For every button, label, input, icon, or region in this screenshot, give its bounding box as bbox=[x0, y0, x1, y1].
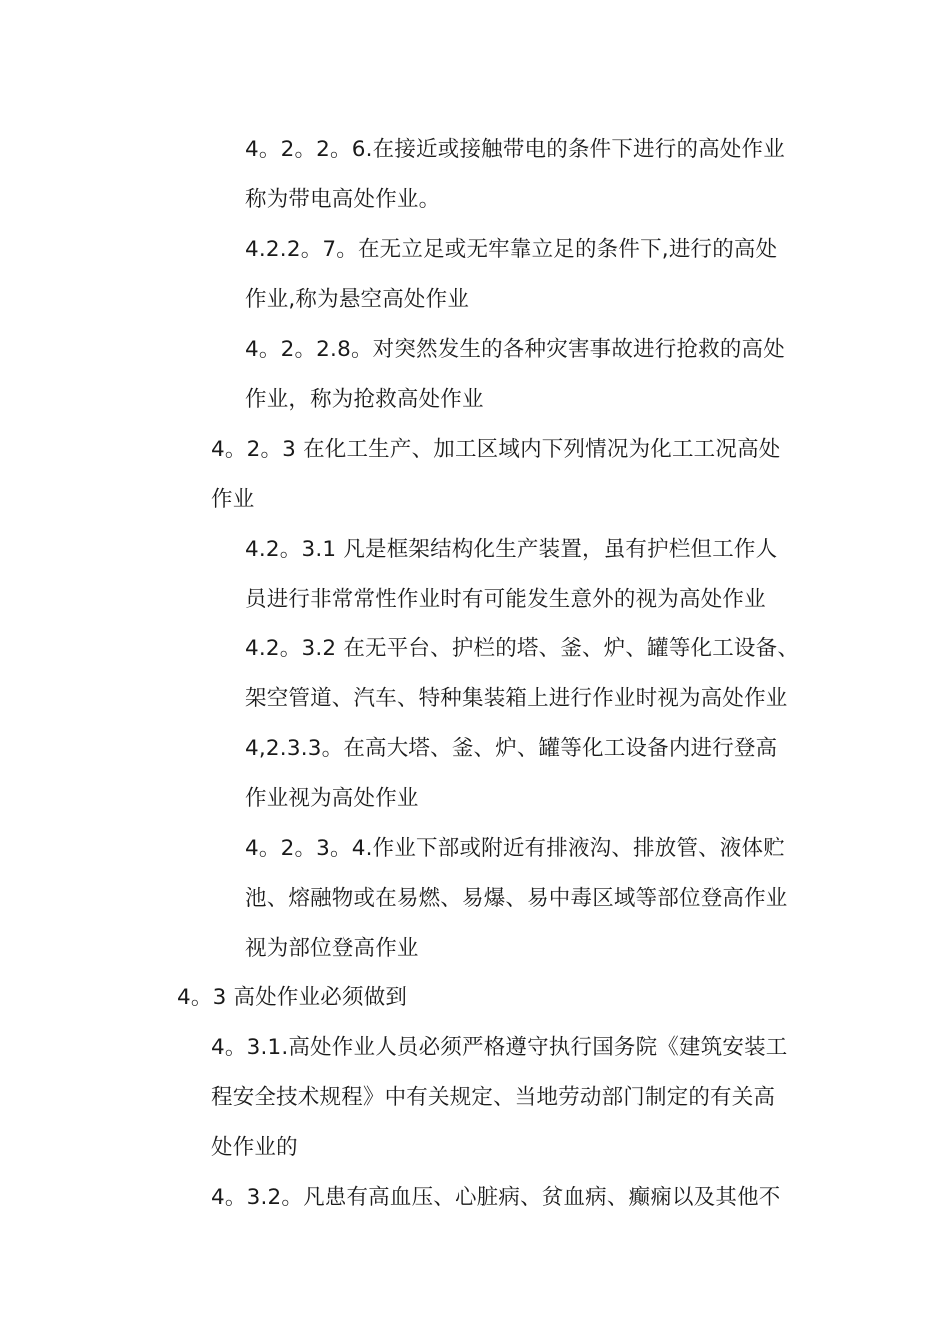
text-line: 作业，称为抢救高处作业 bbox=[245, 387, 484, 412]
text-line: 4。3.2。凡患有高血压、心脏病、贫血病、癫痫以及其他不 bbox=[211, 1185, 781, 1210]
text-line: 4,2.3.3。在高大塔、釜、炉、罐等化工设备内进行登高 bbox=[245, 736, 778, 761]
text-line: 架空管道、汽车、特种集装箱上进行作业时视为高处作业 bbox=[245, 686, 788, 711]
text-line: 4。3.1.高处作业人员必须严格遵守执行国务院《建筑安装工 bbox=[211, 1035, 788, 1060]
text-line: 作业 bbox=[211, 487, 255, 512]
text-line: 4.2.2。7。在无立足或无牢靠立足的条件下,进行的高处 bbox=[245, 237, 778, 262]
section-heading: 4。3 高处作业必须做到 bbox=[177, 985, 408, 1010]
text-line: 4。2。3 在化工生产、加工区域内下列情况为化工工况高处 bbox=[211, 437, 781, 462]
text-line: 4.2。3.1 凡是框架结构化生产装置，虽有护栏但工作人 bbox=[245, 537, 778, 562]
text-line: 4。2。3。4.作业下部或附近有排液沟、排放管、液体贮 bbox=[245, 836, 785, 861]
text-line: 处作业的 bbox=[211, 1135, 298, 1160]
text-line: 视为部位登高作业 bbox=[245, 936, 419, 961]
text-line: 4。2。2。6.在接近或接触带电的条件下进行的高处作业 bbox=[245, 137, 785, 162]
text-line: 称为带电高处作业。 bbox=[245, 187, 441, 212]
text-line: 4.2。3.2 在无平台、护栏的塔、釜、炉、罐等化工设备、 bbox=[245, 636, 800, 661]
text-line: 程安全技术规程》中有关规定、当地劳动部门制定的有关高 bbox=[211, 1085, 776, 1110]
text-line: 作业,称为悬空高处作业 bbox=[245, 287, 470, 312]
text-line: 作业视为高处作业 bbox=[245, 786, 419, 811]
text-line: 员进行非常常性作业时有可能发生意外的视为高处作业 bbox=[245, 587, 766, 612]
text-line: 4。2。2.8。对突然发生的各种灾害事故进行抢救的高处 bbox=[245, 337, 785, 362]
text-line: 池、熔融物或在易燃、易爆、易中毒区域等部位登高作业 bbox=[245, 886, 788, 911]
